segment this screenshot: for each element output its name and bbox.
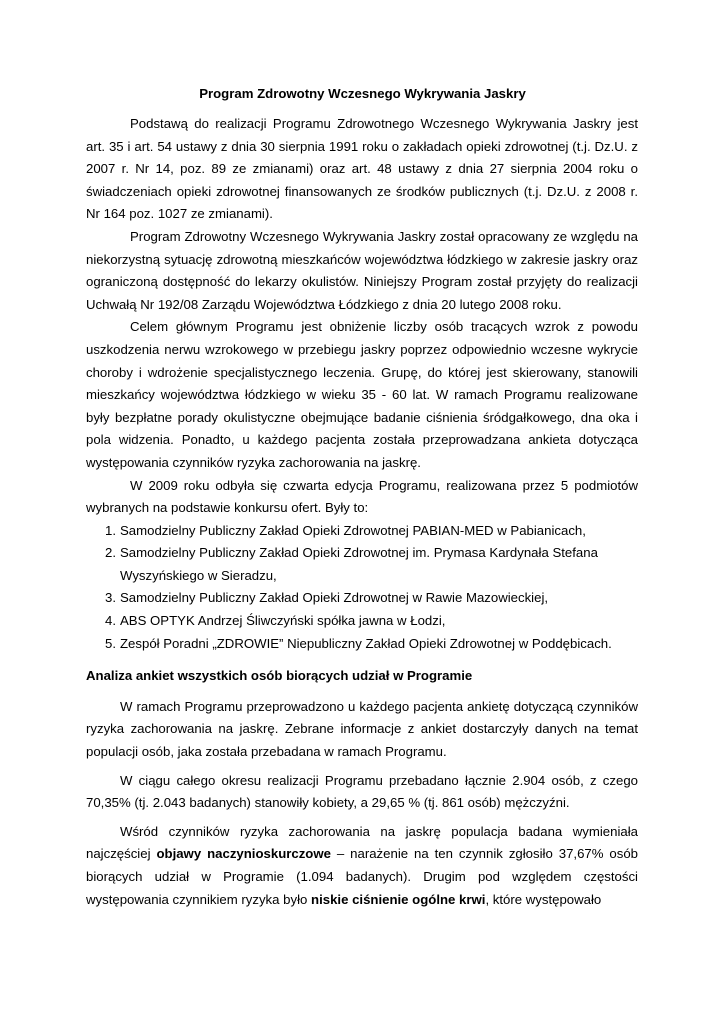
paragraph-program-goal: Celem głównym Programu jest obniżenie liczby osób tracących wzrok z powodu uszkodzenia nerwu wzrokowego w przebiegu jaskry poprzez odpowiednio wczesne wykrycie choroby i wdrożenie specjalistycznego leczenia. Grupę, do której jest skierowany, stanowili mieszkańcy województwa łódzkiego w wieku 35 - 60 lat. W ramach Programu realizowane były bezpłatne porady okulistyczne obejmujące badanie ciśnienia śródgałkowego, dna oka i pola widzenia. Ponadto, u każdego pacjenta została przeprowadzana ankieta dotycząca występowania czynników ryzyka zachorowania na jaskrę. [86, 319, 638, 470]
risk-factor-low-blood-pressure: niskie ciśnienie ogólne krwi [311, 891, 486, 907]
list-item-text: Samodzielny Publiczny Zakład Opieki Zdrowotnej im. Prymasa Kardynała Stefana Wyszyńskiego w Sieradzu, [120, 545, 598, 583]
risk-text-a: Wśród czynników ryzyka zachorowania na jaskrę populacja badana wymieniała najczęściej [86, 823, 638, 862]
list-item [86, 520, 638, 543]
paragraph-legal-basis: Podstawą do realizacji Programu Zdrowotnego Wczesnego Wykrywania Jaskry jest art. 35 i art. 54 ustawy z dnia 30 sierpnia 1991 roku o zakładach opieki zdrowotnej (t.j. Dz.U. z 2007 r. Nr 14, poz. 89 ze zmianami) oraz art. 48 ustawy z dnia 27 sierpnia 2004 roku o świadczeniach opieki zdrowotnej finansowanych ze środków publicznych (t.j. Dz.U. z 2008 r. Nr 164 poz. 1027 ze zmianami). [86, 116, 638, 222]
list-item-number: 1. [105, 522, 116, 538]
risk-factor-vasospastic: objawy naczynioskurczowe [156, 846, 331, 862]
risk-text-c: – narażenie na ten czynnik zgłosiło 37,67% osób biorących udział w Programie (1.094 badanych). Drugim pod względem częstości występowania czynnikiem ryzyka było [86, 846, 638, 907]
paragraph-survey-intro: W ramach Programu przeprowadzono u każdego pacjenta ankietę dotyczącą czynników ryzyka zachorowania na jaskrę. Zebrane informacje z ankiet dostarczyły danych na temat populacji osób, jaka została przebadana w ramach Programu. [86, 698, 638, 760]
risk-text-d: , które występowało [485, 891, 602, 907]
paragraph-edition-2009: W 2009 roku odbyła się czwarta edycja Programu, realizowana przez 5 podmiotów wybranych na podstawie konkursu ofert. Były to: [86, 477, 638, 516]
list-item [86, 542, 638, 587]
paragraph-survey-population: W ciągu całego okresu realizacji Programu przebadano łącznie 2.904 osób, z czego 70,35% (tj. 2.043 badanych) stanowiły kobiety, a 29,65 % (tj. 861 osób) mężczyźni. [86, 772, 638, 811]
survey-analysis-section [86, 696, 638, 911]
providers-list [86, 520, 638, 656]
list-item-text: Zespół Poradni „ZDROWIE” Niepubliczny Zakład Opieki Zdrowotnej w Poddębicach. [120, 635, 612, 651]
document-title: Program Zdrowotny Wczesnego Wykrywania Jaskry [199, 86, 526, 101]
list-item-number: 2. [105, 545, 116, 561]
section-heading-survey-analysis: Analiza ankiet wszystkich osób biorących udział w Programie [86, 668, 473, 684]
list-item [86, 633, 638, 656]
document-body [86, 113, 638, 917]
list-item [86, 587, 638, 610]
list-item-number: 5. [105, 635, 116, 651]
paragraph-risk-factors [86, 821, 638, 911]
list-item-text: ABS OPTYK Andrzej Śliwczyński spółka jawna w Łodzi, [120, 613, 446, 629]
list-item-text: Samodzielny Publiczny Zakład Opieki Zdrowotnej w Rawie Mazowieckiej, [120, 590, 549, 606]
list-item-text: Samodzielny Publiczny Zakład Opieki Zdrowotnej PABIAN-MED w Pabianicach, [120, 522, 586, 538]
list-item [86, 610, 638, 633]
paragraph-program-origin: Program Zdrowotny Wczesnego Wykrywania Jaskry został opracowany ze względu na niekorzystną sytuację zdrowotną mieszkańców województwa łódzkiego w zakresie jaskry oraz ograniczoną dostępność do lekarzy okulistów. Niniejszy Program został przyjęty do realizacji Uchwałą Nr 192/08 Zarządu Województwa Łódzkiego z dnia 20 lutego 2008 roku. [86, 228, 638, 312]
list-item-number: 4. [105, 613, 116, 629]
list-item-number: 3. [105, 590, 116, 606]
